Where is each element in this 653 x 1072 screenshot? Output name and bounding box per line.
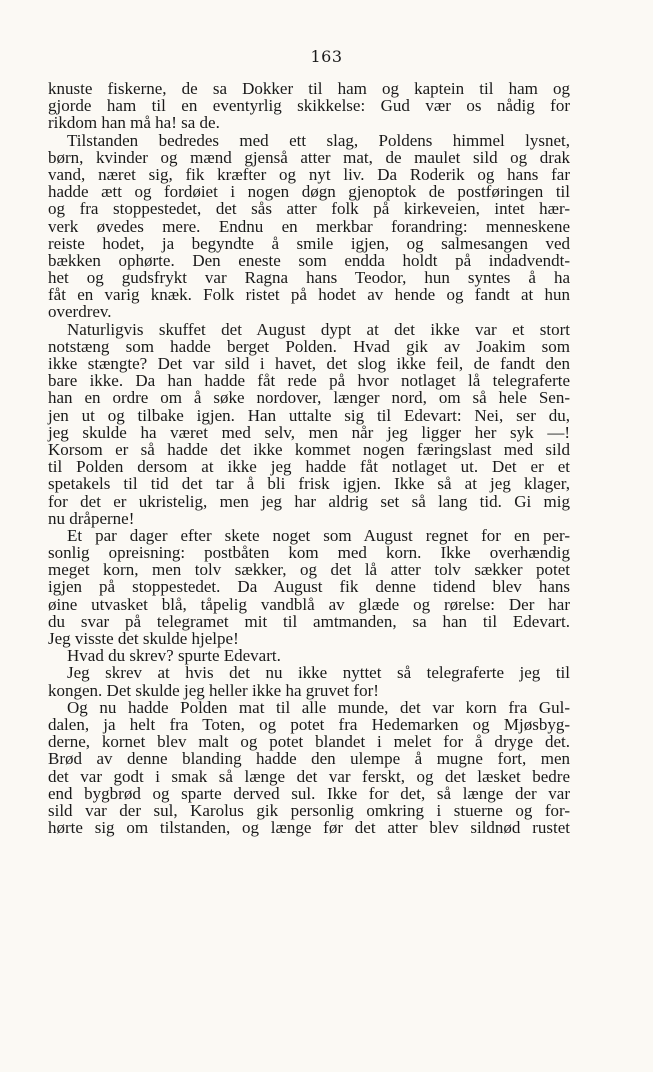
text-line: verk øvedes mere. Endnu en merkbar forandring: menneskene: [48, 216, 570, 236]
text-line: Jeg skrev at hvis det nu ikke nyttet så telegraferte jeg til: [67, 663, 570, 683]
text-line: dalen, ja helt fra Toten, og potet fra Hedemarken og Mjøsbyg-: [48, 714, 570, 734]
text-line: derne, kornet blev malt og potet blandet i melet for å dryge det.: [48, 732, 570, 752]
paragraph: [48, 527, 570, 647]
paragraph: [48, 647, 570, 664]
paragraph: [48, 664, 570, 698]
text-line: Hvad du skrev? spurte Edevart.: [67, 646, 281, 666]
text-line: til Polden dersom at ikke jeg hadde fåt notlaget ut. Det er et: [48, 457, 570, 477]
text-line: vand, næret sig, fik kræfter og nyt liv. Da Roderik og hans far: [48, 164, 570, 184]
text-line: øine utvasket blå, tåpelig vandblå av glæde og rørelse: Der har: [48, 594, 570, 614]
text-line: hadde ætt og fordøiet i nogen døgn gjenoptok de postføringen til: [48, 182, 570, 202]
text-line: det var godt i smak så længe det var ferskt, og det læsket bedre: [48, 766, 570, 786]
text-line: notstæng som hadde berget Polden. Hvad gik av Joakim som: [48, 336, 570, 356]
text-line: for det er ukristelig, men jeg har aldrig set så lang tid. Gi mig: [48, 491, 570, 511]
text-line: Og nu hadde Polden mat til alle munde, det var korn fra Gul-: [67, 697, 570, 717]
paragraph: [48, 132, 570, 321]
text-line: sonlig opreisning: postbåten kom med korn. Ikke overhændig: [48, 543, 570, 563]
text-line: børn, kvinder og mænd gjenså atter mat, de maulet sild og drak: [48, 147, 570, 167]
text-line: het og gudsfrykt var Ragna hans Teodor, hun syntes å ha: [48, 268, 570, 288]
text-line: Naturligvis skuffet det August dypt at det ikke var et stort: [67, 319, 570, 339]
text-line: du svar på telegramet mit til amtmanden, sa han til Edevart.: [48, 611, 570, 631]
text-line: Brød av denne blanding hadde den ulempe å mugne fort, men: [48, 749, 570, 769]
text-line: reiste hodet, ja begyndte å smile igjen, og salmesangen ved: [48, 233, 570, 253]
text-line: knuste fiskerne, de sa Dokker til ham og kaptein til ham og: [48, 79, 570, 98]
body-text: [48, 80, 570, 836]
text-line: jen ut og tilbake igjen. Han uttalte sig til Edevart: Nei, ser du,: [48, 405, 570, 425]
paragraph: [48, 80, 570, 132]
page-number: 163: [310, 47, 343, 66]
text-line: han en ordre om å søke nordover, længer nord, om så hele Sen-: [48, 388, 570, 408]
text-line: bare ikke. Da han hadde fåt rede på hvor notlaget lå telegraferte: [48, 371, 570, 391]
text-line: og fra stoppestedet, det sås atter folk på kirkeveien, intet hær-: [48, 199, 570, 219]
text-line: jeg skulde ha været med selv, men når jeg ligger her syk —!: [48, 422, 570, 442]
text-line: meget korn, men tolv sækker, og det lå atter tolv sækker potet: [48, 560, 570, 580]
text-line: spetakels til tid det tar å bli frisk igjen. Ikke så at jeg klager,: [48, 474, 570, 494]
text-line: nu dråperne!: [48, 508, 135, 528]
text-line: bækken ophørte. Den eneste som endda holdt på indadvendt-: [48, 250, 570, 270]
text-line: fåt en varig knæk. Folk ristet på hodet av hende og fandt at hun: [48, 285, 570, 305]
text-line: Korsom er så hadde det ikke kommet nogen færingslast med sild: [48, 439, 570, 459]
text-line: Tilstanden bedredes med ett slag, Poldens himmel lysnet,: [67, 130, 570, 150]
text-line: rikdom han må ha! sa de.: [48, 113, 220, 133]
text-line: Et par dager efter skete noget som August regnet for en per-: [67, 525, 570, 545]
text-line: ikke stængte? Det var sild i havet, det slog ikke feil, de fandt den: [48, 354, 570, 373]
text-line: overdrev.: [48, 302, 112, 322]
text-line: hørte sig om tilstanden, og længe før det atter blev sildnød rustet: [48, 818, 570, 838]
text-line: end bygbrød og sparte derved sul. Ikke for det, så længe der var: [48, 783, 570, 803]
paragraph: [48, 321, 570, 527]
text-line: gjorde ham til en eventyrlig skikkelse: Gud vær os nådig for: [48, 96, 570, 116]
paragraph: [48, 699, 570, 837]
text-line: igjen på stoppestedet. Da August fik denne tidend blev hans: [48, 577, 570, 597]
text-line: Jeg visste det skulde hjelpe!: [48, 629, 239, 648]
text-line: kongen. Det skulde jeg heller ikke ha gruvet for!: [48, 680, 379, 700]
text-line: sild var der sul, Karolus gik personlig omkring i stuerne og for-: [48, 800, 570, 820]
